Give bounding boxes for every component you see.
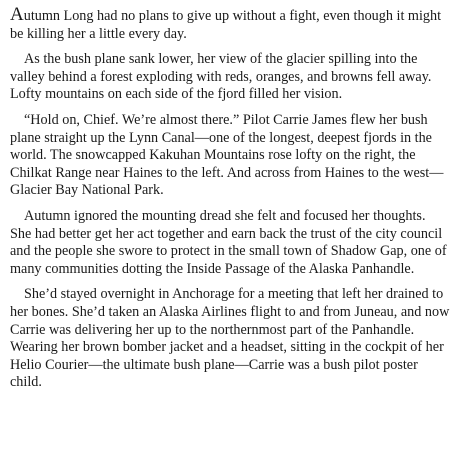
document-page xyxy=(10,6,450,400)
paragraph-2: As the bush plane sank lower, her view of the glacier spilling into the valley behind a forest exploding with reds, oranges, and browns fell away. Lofty mountains on each side of the fjord filled her vision. xyxy=(10,51,432,103)
paragraph-3: “Hold on, Chief. We’re almost there.” Pilot Carrie James flew her bush plane straight up the Lynn Canal—one of the longest, deepest fjords in the world. The snowcapped Kakuhan Mountains rose lofty on the right, the Chilkat Range near Haines to the left. And across from Haines to the west—Glacier Bay National Park. xyxy=(10,111,444,199)
paragraph-5: She’d stayed overnight in Anchorage for a meeting that left her drained to her bones. She’d taken an Alaska Airlines flight to and from Juneau, and now Carrie was delivering her up to the northernmost part of the Panhandle. Wearing her brown bomber jacket and a headset, sitting in the cockpit of her Helio Courier—the ultimate bush plane—Carrie was a bush pilot poster child. xyxy=(10,286,450,391)
paragraph-4: Autumn ignored the mounting dread she felt and focused her thoughts. She had better get her act together and earn back the trust of the city council and the people she swore to protect in the small town of Shadow Gap, one of many communities dotting the Inside Passage of the Alaska Panhandle. xyxy=(10,207,447,277)
drop-cap: A xyxy=(10,4,24,25)
paragraph-1 xyxy=(10,6,450,43)
paragraph-1-text: utumn Long had no plans to give up without a fight, even though it might be killing her a little every day. xyxy=(10,8,442,42)
